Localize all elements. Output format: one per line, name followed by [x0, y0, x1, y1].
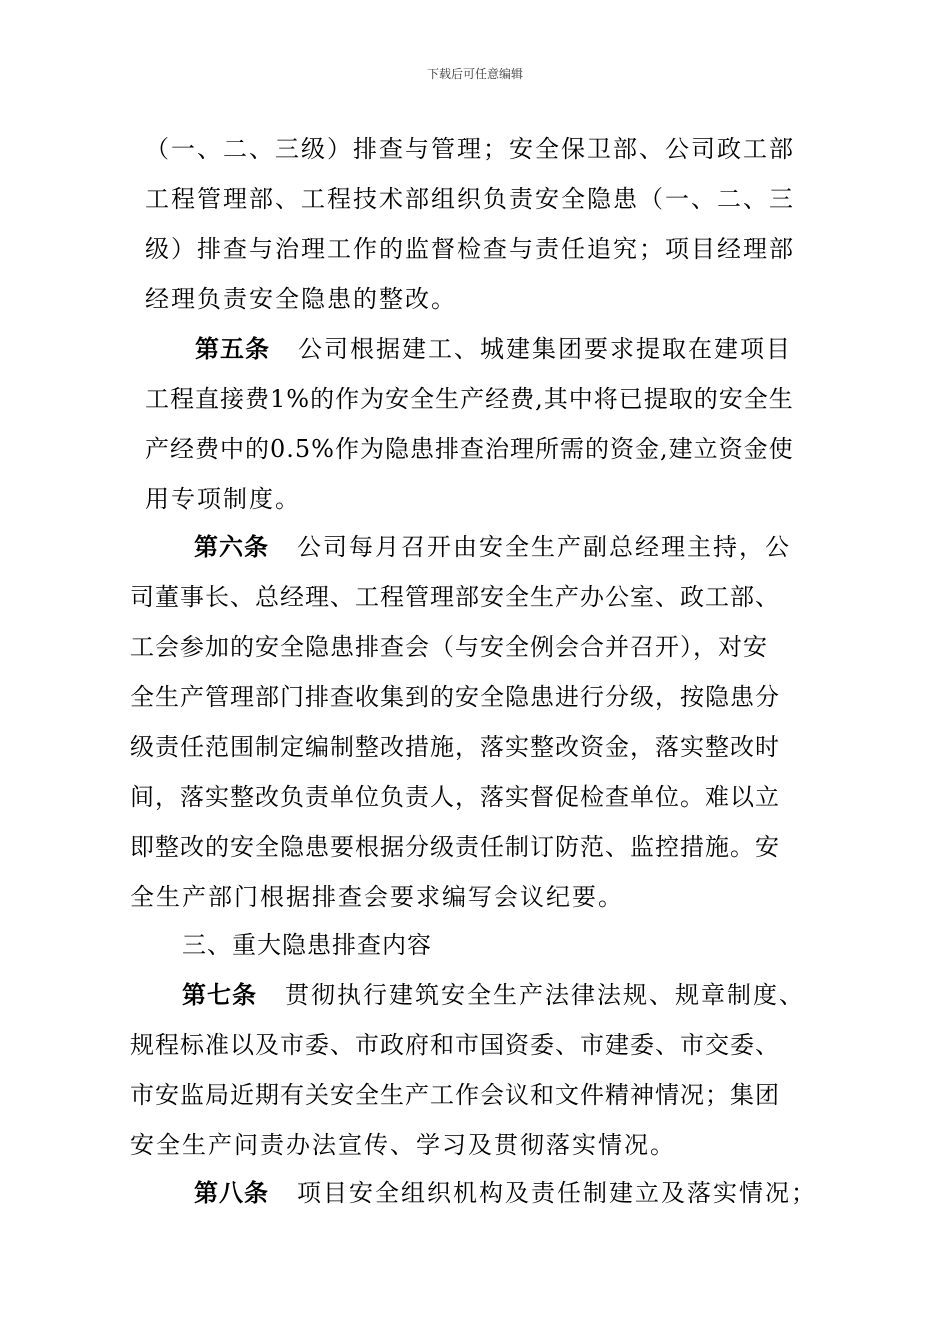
- text-line: 用专项制度。: [145, 485, 301, 513]
- text-line: 全生产管理部门排查收集到的安全隐患进行分级，按隐患分: [130, 683, 780, 711]
- article-8-label: 第八条: [194, 1179, 269, 1207]
- text-line: 级责任范围制定编制整改措施，落实整改资金，落实整改时: [130, 733, 780, 761]
- text-line: 间，落实整改负责单位负责人，落实督促检查单位。难以立: [130, 783, 780, 811]
- text-line: 即整改的安全隐患要根据分级责任制订防范、监控措施。安: [130, 833, 780, 861]
- text-line: 级）排查与治理工作的监督检查与责任追究；项目经理部: [145, 235, 795, 263]
- page-header: 下载后可任意编辑: [426, 67, 523, 81]
- text-span: 公司根据建工、城建集团要求提取在建项目: [298, 335, 792, 363]
- article-6-label: 第六条: [194, 533, 269, 561]
- text-line: 工程管理部、工程技术部组织负责安全隐患（一、二、三: [145, 185, 795, 213]
- text-line: [130, 1168, 817, 1218]
- text-line: [130, 522, 810, 572]
- text-line: 全生产部门根据排查会要求编写会议纪要。: [130, 883, 624, 911]
- section-3-heading: [182, 920, 862, 970]
- text-line: 工会参加的安全隐患排查会（与安全例会合并召开），对安: [130, 633, 768, 661]
- paragraph-continuation: [145, 124, 825, 324]
- text-line: [130, 970, 810, 1020]
- text-line: 市安监局近期有关安全生产工作会议和文件精神情况；集团: [130, 1081, 780, 1109]
- text-span: 公司每月召开由安全生产副总经理主持，公: [297, 533, 791, 561]
- article-8: [130, 1168, 817, 1218]
- text-span: 贯彻执行建筑安全生产法律法规、规章制度、: [285, 981, 805, 1009]
- text-line: 规程标准以及市委、市政府和市国资委、市建委、市交委、: [130, 1031, 780, 1059]
- text-line: （一、二、三级）排查与管理；安全保卫部、公司政工部: [145, 135, 795, 163]
- text-line: 产经费中的0.5%作为隐患排查治理所需的资金,建立资金使: [145, 435, 794, 463]
- article-5: [145, 324, 825, 524]
- article-7: [130, 970, 810, 1170]
- section-title: 三、重大隐患排查内容: [182, 931, 432, 959]
- article-7-label: 第七条: [182, 981, 257, 1009]
- text-line: 经理负责安全隐患的整改。: [145, 285, 457, 313]
- text-line: 司董事长、总经理、工程管理部安全生产办公室、政工部、: [130, 583, 780, 611]
- text-line: [145, 324, 825, 374]
- text-line: 安全生产问责办法宣传、学习及贯彻落实情况。: [130, 1131, 676, 1159]
- text-span: 项目安全组织机构及责任制建立及落实情况；: [297, 1179, 817, 1207]
- text-line: 工程直接费1%的作为安全生产经费,其中将已提取的安全生: [145, 385, 794, 413]
- article-6: [130, 522, 810, 922]
- article-5-label: 第五条: [195, 335, 270, 363]
